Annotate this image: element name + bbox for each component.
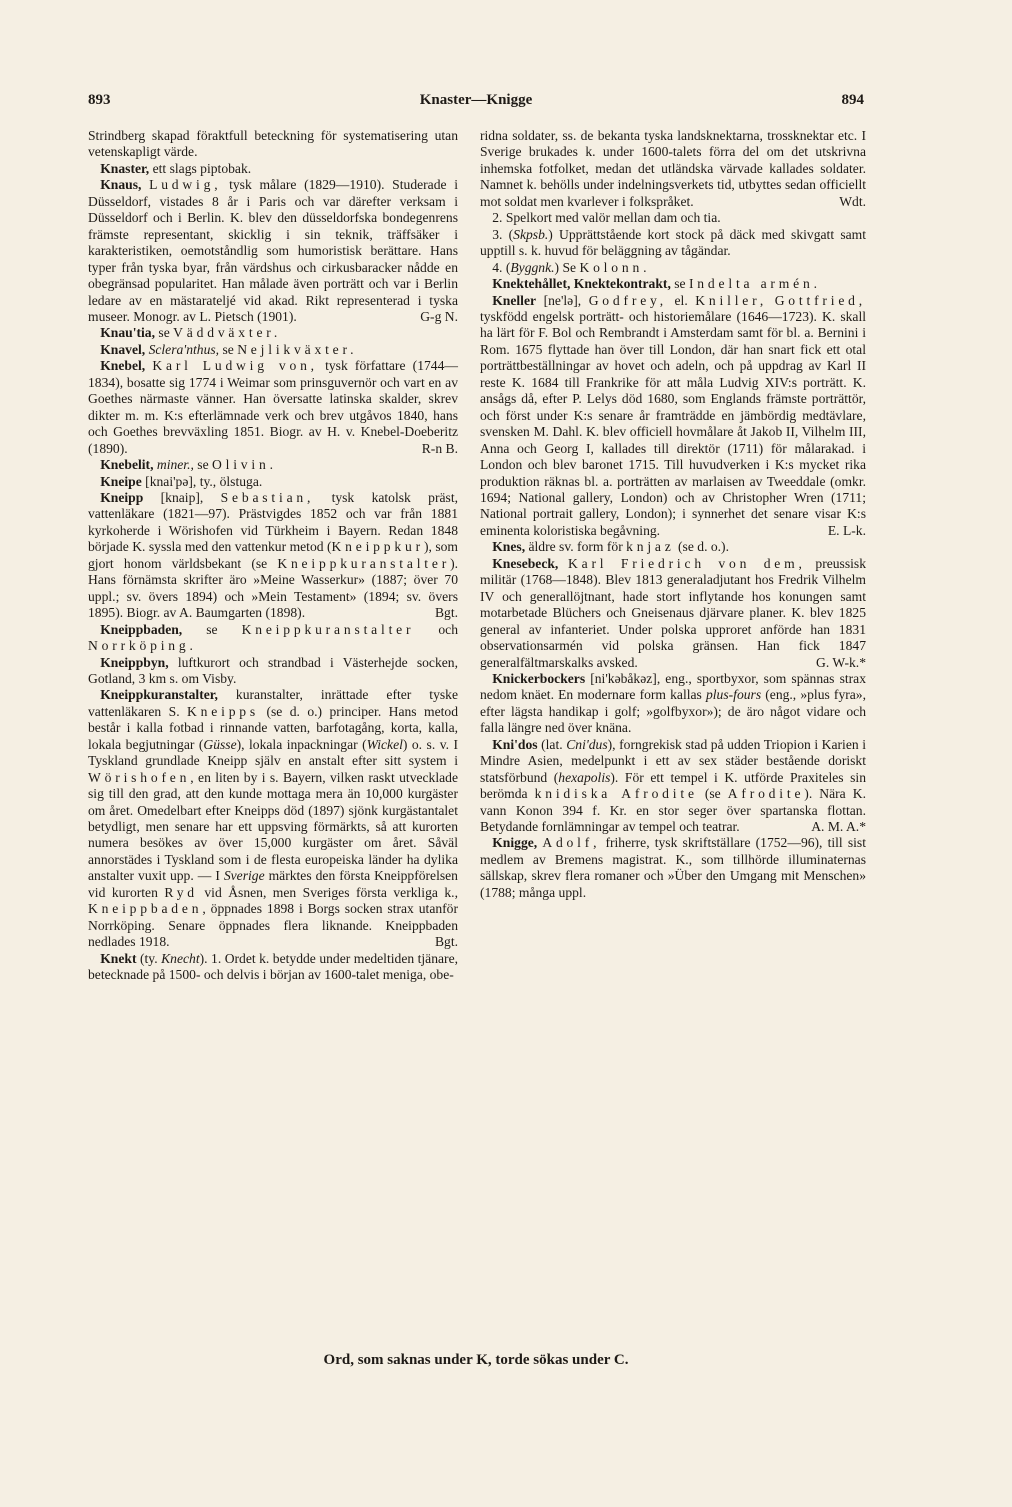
entry-knesebeck: Knesebeck, Karl Friedrich von dem, preussisk militär (1768—1848). Blev 1813 generaladjutant hos Fredrik Vilhelm IV och generallöjtnant, hade stort inflytande hos konungen samt motarbetade Blüchers och Gneisenaus djärvare planer. K. blev 1825 general av infanteriet. Under polska upproret anförde han 1831 observationsarmén vid polska gränsen. Han fick 1847 generalfältmarskalks avsked. G. W-k.* — [480, 555, 866, 670]
page-number-left: 893 — [88, 92, 111, 108]
entry-kneller: Kneller [ne'lə], Godfrey, el. Kniller, Gottfried, tyskfödd engelsk porträtt- och historiemålare (1646—1723). K. skall ha lärt för F. Bol och Rembrandt i Amsterdam samt för bl. a. Bernini i Rom. 1675 flyttade han över till London, där han snart fick ett otal porträttbeställningar av hovet och adeln, och på uppdrag av Karl II reste K. 1684 till Frankrike för att måla Ludvig XIV:s porträtt. K. ansågs då, efter P. Lelys död 1680, som Englands främste porträttör, och först under K:s senare år framträdde en jämbördig medtävlare, svensken M. Dahl. K. blev officiell hovmålare åt Jakob II, Vilhelm III, Anna och Georg I, kallades till direktör (1711) för målarakad. i London och blev baronet 1715. Till huvudverken i K:s mycket rika produktion räknas bl. a. porträtten av marlaisen av Tweeddale (omkr. 1694; National gallery, London) och av Christopher Wren (1711; National portrait gallery, London); i synnerhet det senare visar K:s eminenta koloristiska begåvning. E. L-k. — [480, 292, 866, 538]
author-signature: E. L-k. — [827, 522, 866, 538]
entry-kneippkuranstalter: Kneippkuranstalter, kuranstalter, inrättade efter tyske vattenläkaren S. Kneipps (se d. o.) principer. Hans metod består i kalla fotbad i rinnande vatten, barfotagång, korta, kalla, lokala begjutningar (Güsse), lokala inpackningar (Wickel) o. s. v. I Tyskland grundlade Kneipp själv en anstalt efter sitt system i Wörishofen, en liten by i s. Bayern, vilken raskt utvecklade sig till den grad, att den kunde mottaga mera än 10,000 kurgäster om året. Omedelbart efter Kneipps död (1897) sjönk kurgästantalet betydligt, men senare har ett uppsving förmärkts, så att kurorten numera besökes av över 15,000 kurgäster om året. Såväl annorstädes i Tyskland som i de flesta europeiska länder ha dylika anstalter vuxit upp. — I Sverige märktes den första Kneippförelsen vid kurorten Ryd vid Åsnen, men Sveriges första verkliga k., Kneippbaden, öppnades 1898 i Borgs socken strax utanför Norrköping. Senare öppnades flera liknande. Kneippbaden nedlades 1918. Bgt. — [88, 687, 459, 950]
entry-knigge: Knigge, Adolf, friherre, tysk skriftställare (1752—96), till sist medlem av Bremens magistrat. K., som tillhörde illuminaternas sällskap, skrev flera romaner och »Über den Umgang mit Menschen» (1788; många uppl. — [480, 835, 866, 900]
entry-knekt-sense-2: 2. Spelkort med valör mellan dam och tia. — [492, 210, 721, 226]
left-column — [88, 128, 458, 984]
entry-knekt-sense-4: 4. (Byggnk.) Se Kolonn. — [492, 259, 651, 275]
running-title: Knaster—Knigge — [419, 92, 533, 108]
entry-knavel: Knavel, Sclera'nthus, se Nejlikväxter. — [100, 341, 358, 357]
page-header — [88, 92, 864, 116]
entry-kneippbyn: Kneippbyn, luftkurort och strandbad i Västerhejde socken, Gotland, 3 km s. om Visby. — [88, 654, 458, 686]
entry-knautia: Knau'tia, se Väddväxter. — [100, 325, 282, 341]
entry-knekt-sense-3: 3. (Skpsb.) Upprättstående kort stock på däck med skivgatt samt upptill s. k. huvud för beläggning av tågändar. — [480, 226, 866, 259]
entry-knektehallet: Knektehållet, Knektekontrakt, se Indelta armén. — [492, 276, 821, 292]
author-signature: A. M. A.* — [811, 819, 866, 835]
author-signature: Wdt. — [839, 193, 866, 209]
author-signature: G. W-k.* — [816, 654, 866, 670]
entry-continuation: Strindberg skapad föraktfull beteckning för systematisering utan vetenskapligt värde. — [88, 128, 458, 160]
page-number-right: 894 — [841, 92, 864, 108]
entry-knaus: Knaus, Ludwig, tysk målare (1829—1910). Studerade i Düsseldorf, vistades 8 år i Paris och var därefter verksam i Düsseldorf och i Berlin. K. blev den düsseldorfska bondegenrens främste representant, skicklig i sin teknik, träffsäker i karakteristiken, oemotståndlig som humoristisk berättare. Hans typer från tyska byar, från värdshus och cirkusbaracker nådde en obegränsad popularitet. Han målade även porträtt och var i Berlin ledare av en mästarateljé vid akad. Rikt representerad i tyska museer. Monogr. av L. Pietsch (1901). G-g N. — [88, 177, 458, 324]
page-footer-note: Ord, som saknas under K, torde sökas under C. — [323, 1352, 629, 1368]
entry-knekt: Knekt (ty. Knecht). 1. Ordet k. betydde under medeltiden tjänare, betecknade på 1500- och delvis i början av 1600-talet meniga, obe- — [88, 950, 459, 983]
entry-knekt-continuation: ridna soldater, ss. de bekanta tyska landsknektarna, trossknektar etc. I Sverige brukades k. under 1600-talets förra del om det utskrivna inhemska fotfolket, medan det utländska värvade kallades soldater. Namnet k. behölls under indelningsverkets tid, utbyttes sedan officiellt mot soldat men kvarlever i folkspråket. Wdt. — [480, 128, 866, 209]
author-signature: G-g N. — [420, 308, 458, 324]
entry-knebelit: Knebelit, miner., se Olivin. — [100, 457, 277, 473]
author-signature: Bgt. — [434, 934, 458, 950]
entry-knes: Knes, äldre sv. form för knjaz (se d. o.). — [492, 539, 729, 555]
right-column — [480, 128, 866, 901]
entry-knidos: Kni'dos (lat. Cni'dus), forngrekisk stad på udden Triopion i Karien i Mindre Asien, medelpunkt i ett av sex städer bestående doriskt statsförbund (hexapolis). För ett tempel i K. utförde Praxiteles sin berömda knidiska Afrodite (se Afrodite). Nära K. vann Konon 394 f. Kr. en stor seger över spartanska flottan. Betydande fornlämningar av tempel och teatrar. A. M. A.* — [480, 736, 866, 835]
entry-knickerbockers: Knickerbockers [ni'kəbåkəz], eng., sportbyxor, som spännas strax nedom knäet. En modernare form kallas plus-fours (eng., »plus fyra», efter lägsta handikap i golf; »golfbyxor»); de äro något vidare och falla längre ned över knäna. — [480, 670, 867, 736]
author-signature: Bgt. — [434, 605, 458, 621]
entry-knebel: Knebel, Karl Ludwig von, tysk författare (1744—1834), bosatte sig 1774 i Weimar som prinsguvernör och vart en av Goethes närmaste vänner. Han översatte latinska skalder, skrev dikter m. m. K:s efterlämnade verk och brev utgåvos 1840, hans och Goethes brevväxling 1851. Biogr. av H. v. Knebel-Doeberitz (1890). R-n B. — [88, 358, 458, 456]
entry-kneipe: Kneipe [knai'pə], ty., ölstuga. — [100, 473, 263, 489]
author-signature: R-n B. — [421, 440, 458, 456]
entry-knaster: Knaster, ett slags piptobak. — [100, 160, 252, 176]
entry-kneippbaden: Kneippbaden, se Kneippkuranstalter och Norrköping. — [88, 621, 458, 654]
entry-kneipp: Kneipp [knaip], Sebastian, tysk katolsk präst, vattenläkare (1821—97). Prästvigdes 1852 och var från 1881 kyrkoherde i Wörishofen vid Türkheim i Bayern. Redan 1848 började K. syssla med den vattenkur metod (Kneippkur), som gjort honom världsbekant (se Kneippkuranstalter). Hans förnämsta skrifter äro »Meine Wasserkur» (1887; över 70 uppl.; sv. övers 1894) och »Mein Testament» (1894; sv. övers 1895). Biogr. av A. Baumgarten (1898). Bgt. — [88, 489, 459, 621]
